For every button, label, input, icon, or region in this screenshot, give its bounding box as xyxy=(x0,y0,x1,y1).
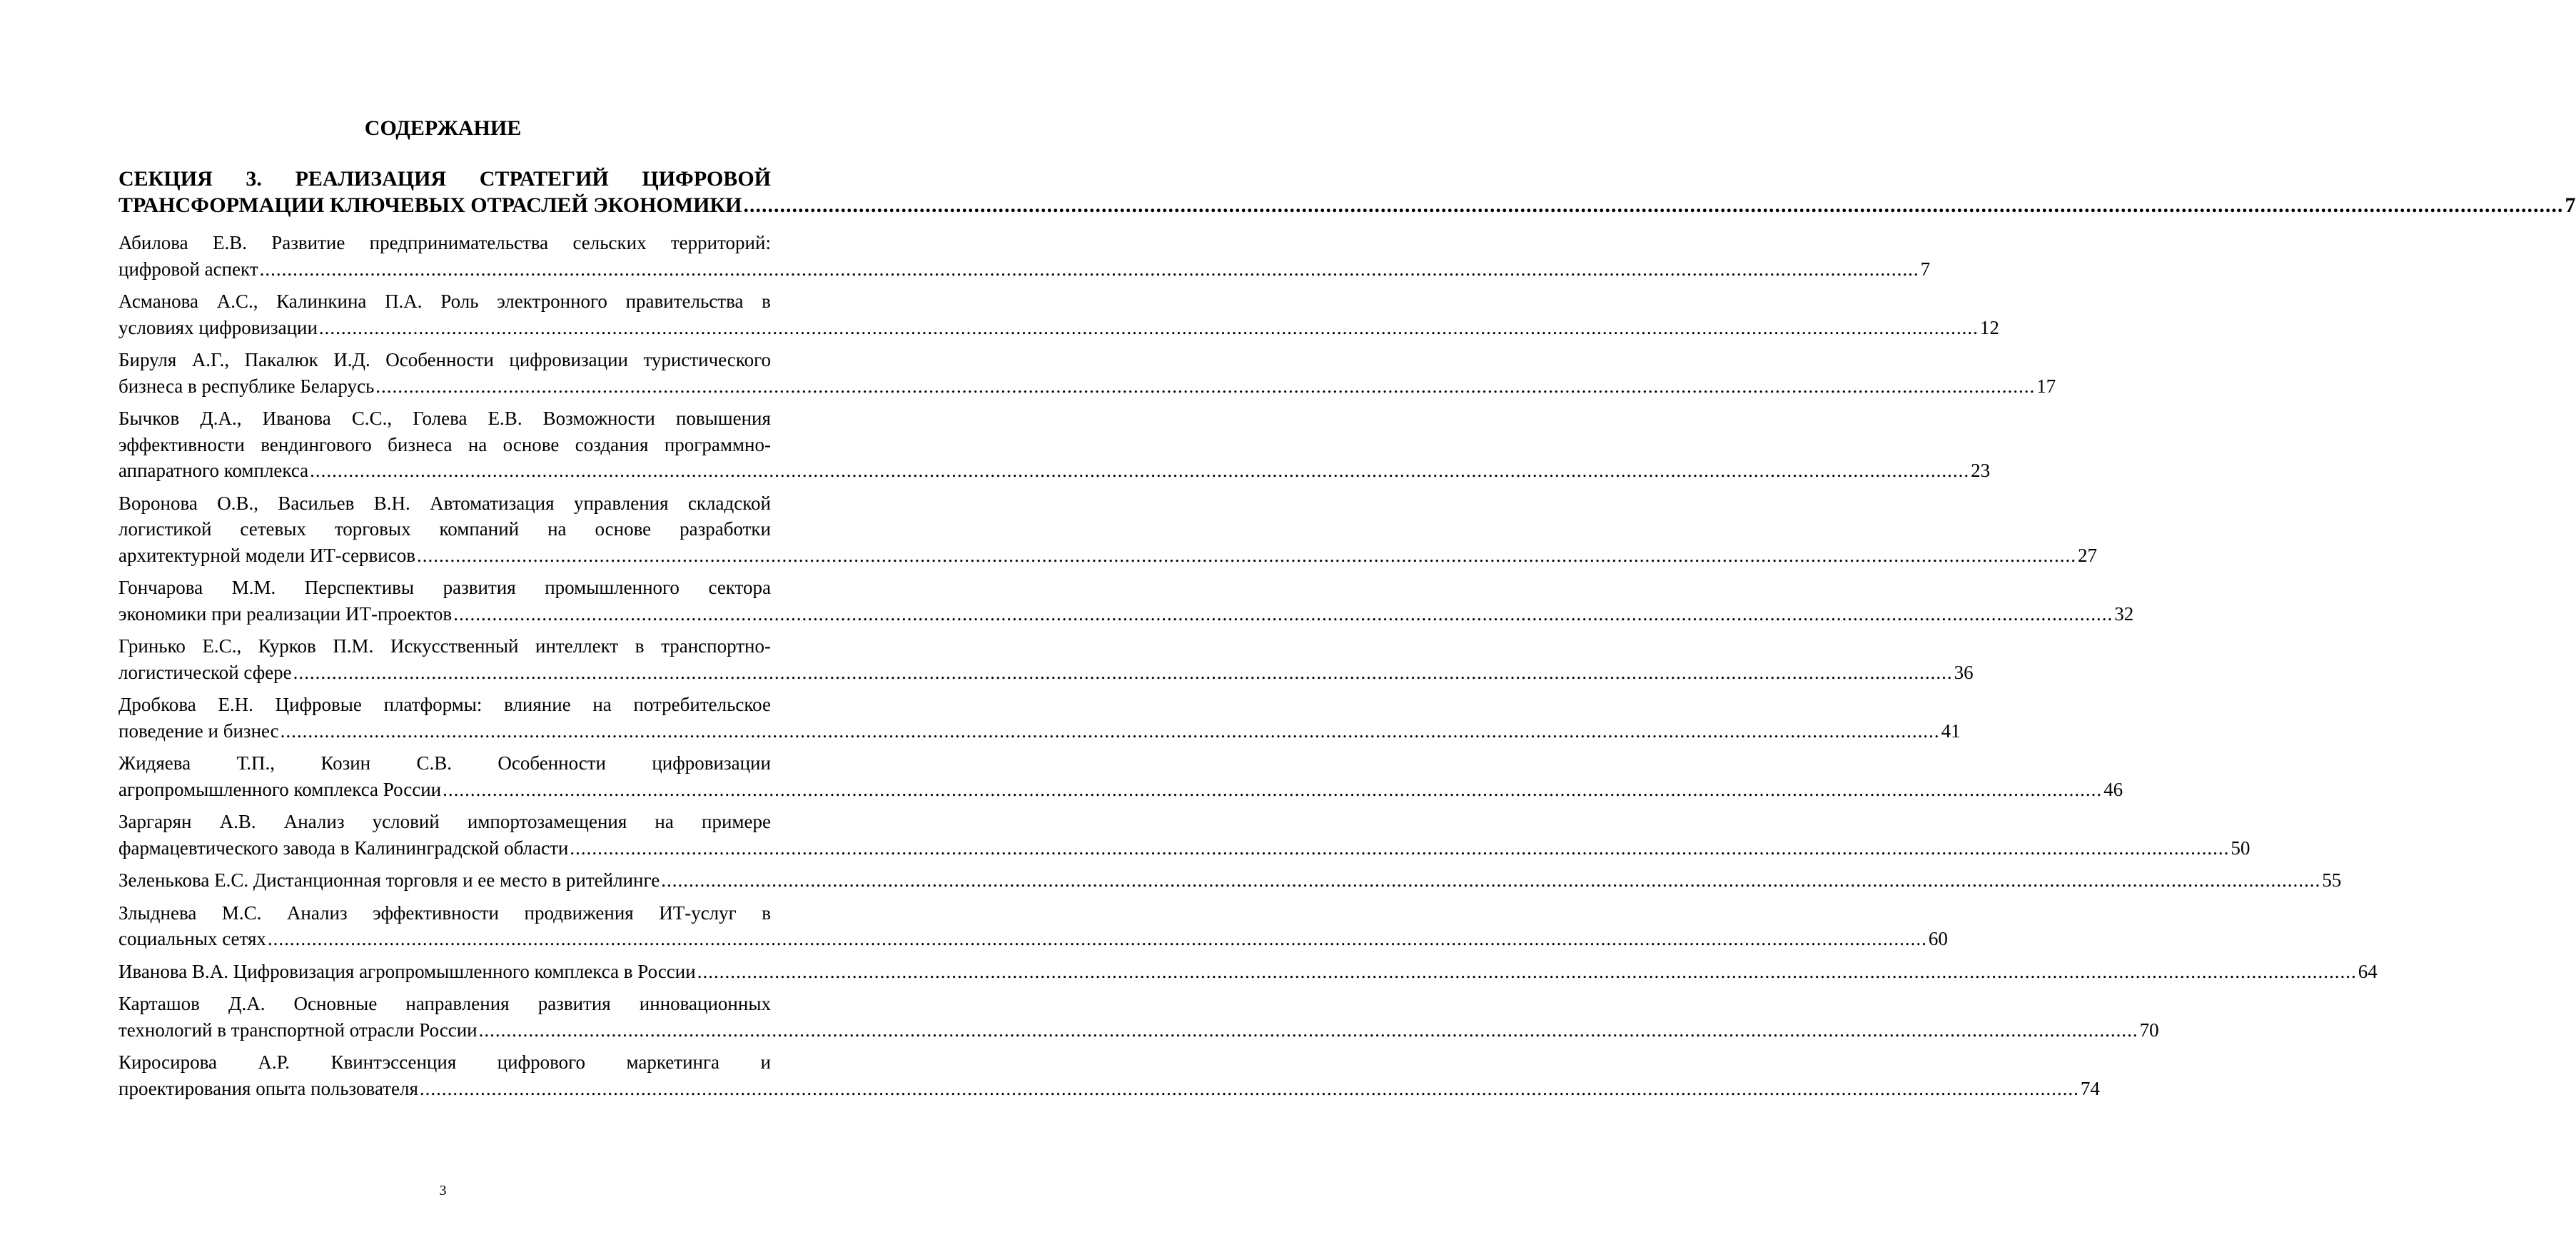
section-heading xyxy=(118,166,2576,218)
toc-word: торговых xyxy=(334,518,411,540)
toc-word: на xyxy=(468,433,488,455)
toc-entry-text: бизнеса в республике Беларусь xyxy=(118,375,375,397)
toc-entry-line-last xyxy=(118,1017,2159,1044)
toc-entry-text: условиях цифровизации xyxy=(118,316,318,338)
toc-word: С.В. xyxy=(416,752,453,774)
toc-entry-line-last xyxy=(118,867,2342,894)
toc-entry-page-number: 36 xyxy=(1954,661,1974,683)
toc-entry-text: социальных сетях xyxy=(118,928,266,949)
toc-word: Е.С., xyxy=(202,635,242,657)
toc-entry[interactable] xyxy=(118,633,1974,685)
toc-word: повышения xyxy=(675,408,771,429)
toc-entry-line-first xyxy=(118,750,771,777)
toc-word: промышленного xyxy=(545,577,680,598)
toc-entry-page-number: 23 xyxy=(1971,460,1991,481)
toc-entry-line-first xyxy=(118,575,771,601)
toc-word: Перспективы xyxy=(304,577,415,598)
toc-word: импортозамещения xyxy=(467,811,627,832)
toc-entry-page-number: 64 xyxy=(2358,960,2378,982)
toc-entry[interactable] xyxy=(118,405,1991,484)
toc-entry-line-last xyxy=(118,315,1999,341)
toc-entry-page-number: 17 xyxy=(2036,375,2056,397)
toc-word: складской xyxy=(687,492,771,514)
toc-word: управления xyxy=(573,492,669,514)
toc-word: Заргарян xyxy=(118,811,192,832)
toc-word: цифровизации xyxy=(509,349,628,370)
toc-word: на xyxy=(592,694,612,715)
toc-word: Жидяева xyxy=(118,752,191,774)
toc-word: на xyxy=(655,811,674,832)
toc-entry[interactable] xyxy=(118,1049,2100,1101)
toc-entry-line-first xyxy=(118,692,771,718)
toc-word: правительства xyxy=(625,291,744,312)
toc-entry-page-number: 41 xyxy=(1941,720,1961,742)
toc-entry[interactable] xyxy=(118,991,2159,1043)
toc-word: А.В. xyxy=(219,811,256,832)
dot-leader: ............................................................................................................................................................................................................................................................................................................ xyxy=(443,778,2103,800)
toc-word: Особенности xyxy=(497,752,607,774)
toc-word: программно- xyxy=(664,433,771,455)
toc-entry-line-last xyxy=(118,458,1991,484)
toc-word: интеллект xyxy=(535,635,619,657)
section-word: ЦИФРОВОЙ xyxy=(642,167,771,191)
dot-leader: ............................................................................................................................................................................................................................................................................................................ xyxy=(375,375,2036,397)
toc-entry-line-last xyxy=(118,542,2097,569)
toc-entry-line-last xyxy=(118,256,1931,283)
toc-entry-page-number: 60 xyxy=(1928,928,1948,949)
toc-entry[interactable] xyxy=(118,959,2378,985)
toc-word: О.В., xyxy=(217,492,258,514)
toc-entry-text: поведение и бизнес xyxy=(118,720,279,742)
toc-word: Абилова xyxy=(118,232,188,253)
toc-word: Особенности xyxy=(385,349,494,370)
toc-entry-line-last xyxy=(118,601,2134,627)
toc-entry-line-last xyxy=(118,926,1948,952)
toc-entry[interactable] xyxy=(118,867,2342,894)
toc-word: цифровизации xyxy=(652,752,771,774)
toc-word: С.С., xyxy=(351,408,393,429)
toc-word: разработки xyxy=(680,518,771,540)
toc-entry-page-number: 74 xyxy=(2080,1077,2100,1099)
toc-word: логистикой xyxy=(118,518,212,540)
toc-word: продвижения xyxy=(524,902,634,924)
toc-entry[interactable] xyxy=(118,692,1961,744)
toc-entry-page-number: 46 xyxy=(2103,778,2123,800)
toc-entry-text: аппаратного комплекса xyxy=(118,460,309,481)
toc-entry-text: Зеленькова Е.С. Дистанционная торговля и ее место в ритейлинге xyxy=(118,869,660,891)
toc-word: Развитие xyxy=(271,232,345,253)
toc-entry-page-number: 70 xyxy=(2139,1019,2159,1041)
dot-leader: ............................................................................................................................................................................................................................................................................................................ xyxy=(453,602,2113,625)
toc-word: Злыднева xyxy=(118,902,197,924)
toc-word: Голева xyxy=(413,408,468,429)
page-number: 3 xyxy=(439,1183,447,1198)
toc-word: сельских xyxy=(572,232,647,253)
toc-word: развития xyxy=(443,577,516,598)
toc-entry-line-first xyxy=(118,288,771,315)
dot-leader: ............................................................................................................................................................................................................................................................................................................ xyxy=(416,544,2076,566)
toc-word: Бируля xyxy=(118,349,177,370)
dot-leader: ............................................................................................................................................................................................................................................................................................................ xyxy=(419,1077,2079,1099)
toc-entry-text: фармацевтического завода в Калининградской области xyxy=(118,837,569,859)
toc-entry-text: логистической сфере xyxy=(118,661,292,683)
toc-word: и xyxy=(760,1051,771,1073)
toc-word: Дробкова xyxy=(118,694,196,715)
toc-word: предпринимательства xyxy=(369,232,549,253)
toc-word: Анализ xyxy=(286,902,348,924)
toc-entry-line-first xyxy=(118,490,771,517)
toc-word: Киросирова xyxy=(118,1051,217,1073)
toc-word: платформы: xyxy=(383,694,483,715)
toc-entry-text: проектирования опыта пользователя xyxy=(118,1077,418,1099)
toc-word: сектора xyxy=(708,577,771,598)
toc-entry-page-number: 12 xyxy=(1979,316,1999,338)
section-word: СЕКЦИЯ xyxy=(118,167,213,191)
toc-word: бизнеса xyxy=(388,433,453,455)
dot-leader: ............................................................................................................................................................................................................................................................................................................ xyxy=(697,960,2357,982)
toc-entry-line-last xyxy=(118,660,1974,686)
toc-word: ИТ-услуг xyxy=(659,902,737,924)
toc-word: П.А. xyxy=(385,291,423,312)
toc-word: Асманова xyxy=(118,291,199,312)
toc-word: М.М. xyxy=(231,577,276,598)
toc-word: И.Д. xyxy=(333,349,370,370)
toc-word: Е.В. xyxy=(212,232,247,253)
section-heading-text: ТРАНСФОРМАЦИИ КЛЮЧЕВЫХ ОТРАСЛЕЙ ЭКОНОМИКИ xyxy=(118,193,742,217)
toc-entry-text: цифровой аспект xyxy=(118,258,258,280)
toc-word: маркетинга xyxy=(626,1051,720,1073)
toc-entry-page-number: 50 xyxy=(2231,837,2251,859)
toc-word: А.С., xyxy=(216,291,258,312)
section-word: 3. xyxy=(246,167,262,191)
toc-entry-line-middle xyxy=(118,516,771,542)
toc-word: влияние xyxy=(504,694,571,715)
toc-word: вендингового xyxy=(261,433,372,455)
toc-entry-line-last xyxy=(118,835,2251,862)
page-title: СОДЕРЖАНИЕ xyxy=(364,116,522,140)
dot-leader: ............................................................................................................................................................................................................................................................................................................ xyxy=(259,258,1919,280)
toc-entries xyxy=(118,230,2378,1108)
toc-entry[interactable] xyxy=(118,490,2097,569)
toc-entry[interactable] xyxy=(118,288,1999,340)
toc-word: цифрового xyxy=(497,1051,586,1073)
toc-word: туристического xyxy=(643,349,771,370)
toc-entry-page-number: 7 xyxy=(1920,258,1931,280)
toc-entry[interactable] xyxy=(118,230,1931,282)
toc-word: Роль xyxy=(440,291,479,312)
toc-entry-text: агропромышленного комплекса России xyxy=(118,778,442,800)
toc-entry-line-first xyxy=(118,809,771,835)
section-page-number: 7 xyxy=(2565,193,2576,217)
toc-word: Гринько xyxy=(118,635,186,657)
toc-word: условий xyxy=(372,811,440,832)
toc-word: территорий: xyxy=(670,232,771,253)
toc-word: Курков xyxy=(258,635,316,657)
toc-entry-text: архитектурной модели ИТ-сервисов xyxy=(118,544,415,566)
section-heading-line-1 xyxy=(118,166,771,192)
toc-entry[interactable] xyxy=(118,575,2134,627)
toc-entry[interactable] xyxy=(118,750,2123,802)
toc-word: Карташов xyxy=(118,993,200,1014)
toc-entry-page-number: 55 xyxy=(2322,869,2342,891)
toc-word: в xyxy=(762,902,771,924)
toc-word: в xyxy=(762,291,771,312)
toc-entry-text: Иванова В.А. Цифровизация агропромышленного комплекса в России xyxy=(118,960,696,982)
toc-word: Цифровые xyxy=(275,694,362,715)
toc-word: компаний xyxy=(439,518,520,540)
toc-word: Иванова xyxy=(262,408,331,429)
toc-word: Основные xyxy=(293,993,378,1014)
toc-entry-line-first xyxy=(118,633,771,660)
toc-entry-line-first xyxy=(118,347,771,373)
toc-entry-line-last xyxy=(118,718,1961,744)
toc-word: Искусственный xyxy=(390,635,519,657)
toc-word: развития xyxy=(537,993,611,1014)
toc-entry[interactable] xyxy=(118,900,1948,952)
toc-word: Автоматизация xyxy=(430,492,555,514)
toc-word: А.Р. xyxy=(258,1051,291,1073)
toc-word: Д.А., xyxy=(200,408,242,429)
dot-leader: ............................................................................................................................................................................................................................................................................................................ xyxy=(318,316,1979,338)
toc-word: примере xyxy=(702,811,771,832)
toc-entry-line-last xyxy=(118,959,2378,985)
toc-entry-line-last xyxy=(118,1076,2100,1102)
toc-entry-line-first xyxy=(118,1049,771,1076)
toc-word: транспортно- xyxy=(661,635,771,657)
toc-word: Квинтэссенция xyxy=(330,1051,457,1073)
toc-word: Анализ xyxy=(283,811,345,832)
toc-word: создания xyxy=(575,433,649,455)
toc-entry-line-first xyxy=(118,405,771,432)
dot-leader: ............................................................................................................................................................................................................................................................................................................ xyxy=(661,869,2321,891)
toc-word: на xyxy=(547,518,567,540)
toc-word: Т.П., xyxy=(236,752,276,774)
toc-word: Гончарова xyxy=(118,577,203,598)
toc-word: сетевых xyxy=(240,518,306,540)
toc-word: Е.Н. xyxy=(218,694,253,715)
toc-word: Воронова xyxy=(118,492,198,514)
toc-word: Васильев xyxy=(278,492,355,514)
section-heading-line-2 xyxy=(118,192,2576,218)
dot-leader: ............................................................................................................................................................................................................................................................................................................ xyxy=(267,928,1927,949)
toc-word: основе xyxy=(502,433,560,455)
toc-word: Пакалюк xyxy=(244,349,318,370)
toc-word: Козин xyxy=(320,752,371,774)
section-word: СТРАТЕГИЙ xyxy=(479,167,609,191)
toc-word: в xyxy=(635,635,645,657)
toc-word: направления xyxy=(405,993,510,1014)
toc-word: эффективности xyxy=(118,433,245,455)
toc-entry-line-middle xyxy=(118,432,771,458)
dot-leader: ............................................................................................................................................................................................................................................................................................................ xyxy=(743,193,2564,217)
toc-word: А.Г., xyxy=(191,349,230,370)
toc-word: электронного xyxy=(497,291,607,312)
toc-word: потребительское xyxy=(633,694,771,715)
dot-leader: ............................................................................................................................................................................................................................................................................................................ xyxy=(280,720,1940,742)
toc-word: инновационных xyxy=(639,993,771,1014)
dot-leader: ............................................................................................................................................................................................................................................................................................................ xyxy=(478,1019,2138,1041)
toc-entry-line-last xyxy=(118,777,2123,803)
toc-entry-text: экономики при реализации ИТ-проектов xyxy=(118,602,453,625)
toc-word: В.Н. xyxy=(373,492,410,514)
toc-entry[interactable] xyxy=(118,809,2251,861)
toc-word: Е.В. xyxy=(488,408,522,429)
toc-word: Возможности xyxy=(542,408,655,429)
toc-word: Бычков xyxy=(118,408,180,429)
toc-entry-page-number: 32 xyxy=(2114,602,2134,625)
dot-leader: ............................................................................................................................................................................................................................................................................................................ xyxy=(293,661,1953,683)
dot-leader: ............................................................................................................................................................................................................................................................................................................ xyxy=(570,837,2230,859)
dot-leader: ............................................................................................................................................................................................................................................................................................................ xyxy=(310,460,1970,481)
toc-word: Калинкина xyxy=(276,291,367,312)
toc-entry-text: технологий в транспортной отрасли России xyxy=(118,1019,478,1041)
toc-word: эффективности xyxy=(373,902,499,924)
toc-word: Д.А. xyxy=(228,993,266,1014)
section-word: РЕАЛИЗАЦИЯ xyxy=(295,167,447,191)
toc-entry-line-first xyxy=(118,230,771,256)
toc-entry-line-last xyxy=(118,373,2056,400)
toc-word: основе xyxy=(595,518,652,540)
toc-entry-line-first xyxy=(118,991,771,1017)
toc-word: П.М. xyxy=(333,635,374,657)
toc-entry-line-first xyxy=(118,900,771,927)
toc-entry[interactable] xyxy=(118,347,2056,399)
toc-word: М.С. xyxy=(221,902,262,924)
toc-entry-page-number: 27 xyxy=(2077,544,2097,566)
